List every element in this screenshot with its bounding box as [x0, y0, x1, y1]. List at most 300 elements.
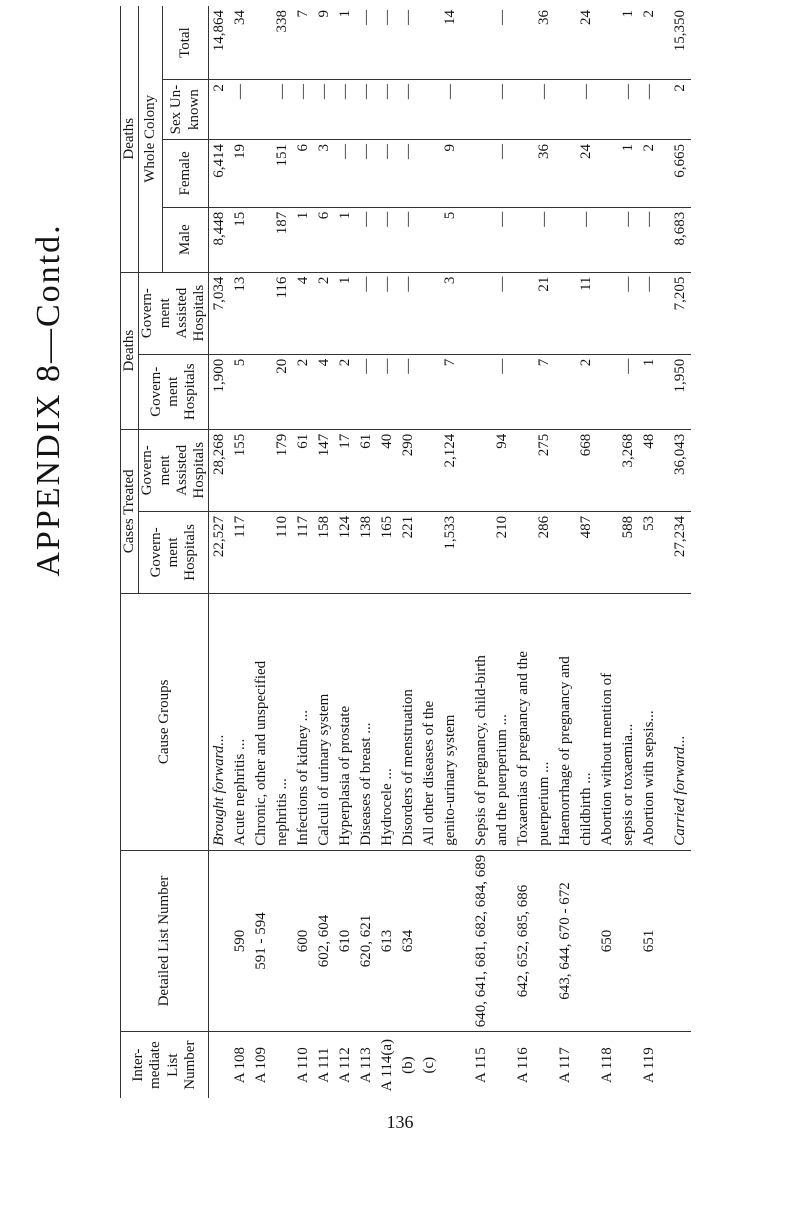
deaths-female: [471, 139, 492, 207]
table-row: [251, 6, 272, 1098]
deaths-male: 1: [335, 207, 356, 272]
intermediate-number: [209, 1032, 231, 1098]
table-row: [356, 6, 377, 1098]
table-row: [513, 6, 534, 1098]
deaths-male: 5: [440, 207, 461, 272]
deaths-gov: 1,900: [209, 354, 231, 429]
deaths-total: —: [492, 6, 513, 80]
cause-group: Hydrocele ...: [377, 593, 398, 850]
table-row: [230, 6, 251, 1098]
spacer-cell: [660, 80, 670, 140]
intermediate-number: A 109: [253, 1047, 270, 1084]
cases-assisted: 3,268: [618, 429, 639, 511]
deaths-female: 24: [576, 139, 597, 207]
deaths-male: 8,683: [670, 207, 691, 272]
deaths-female: 2: [639, 139, 660, 207]
cases-gov: 53: [639, 511, 660, 593]
cause-group: Chronic, other and unspecified: [251, 593, 272, 850]
deaths-female: 19: [230, 139, 251, 207]
cases-gov: 110: [272, 511, 293, 593]
deaths-gov: 1,950: [670, 354, 691, 429]
cases-assisted: 48: [639, 429, 660, 511]
table-row: [272, 6, 293, 1098]
deaths-total: 34: [230, 6, 251, 80]
deaths-unknown: [419, 80, 440, 140]
deaths-male: —: [356, 207, 377, 272]
intermediate-number: A 117: [557, 1047, 574, 1083]
intermediate-number: A 111: [316, 1047, 333, 1083]
deaths-assisted: [419, 272, 440, 354]
deaths-unknown: —: [398, 80, 419, 140]
deaths-unknown: 2: [209, 80, 231, 140]
deaths-male: —: [377, 207, 398, 272]
table-row: [492, 6, 513, 1098]
cause-group: sepsis or toxaemia...: [618, 593, 639, 850]
detailed-number: [576, 850, 597, 1032]
cases-assisted: [513, 429, 534, 511]
cases-assisted: 61: [356, 429, 377, 511]
header-deaths-colony: Deaths: [121, 6, 139, 272]
header-female: Female: [163, 139, 209, 207]
deaths-gov: 7: [534, 354, 555, 429]
deaths-total: 1: [335, 6, 356, 80]
deaths-assisted: 21: [534, 272, 555, 354]
deaths-female: —: [356, 139, 377, 207]
deaths-gov: 20: [272, 354, 293, 429]
cases-assisted: [251, 429, 272, 511]
detailed-number: [209, 850, 231, 1032]
cases-gov: 487: [576, 511, 597, 593]
deaths-assisted: —: [639, 272, 660, 354]
cases-assisted: [555, 429, 576, 511]
deaths-female: [513, 139, 534, 207]
rotated-table-container: [120, 6, 760, 1098]
intermediate-number: A 119: [641, 1047, 658, 1083]
deaths-unknown: 2: [670, 80, 691, 140]
table-row: [639, 6, 660, 1098]
deaths-unknown: —: [639, 80, 660, 140]
cases-gov: 210: [492, 511, 513, 593]
intermediate-number: (c): [421, 1056, 438, 1074]
cases-gov: 117: [293, 511, 314, 593]
spacer-cell: [461, 511, 471, 593]
deaths-unknown: —: [440, 80, 461, 140]
deaths-assisted: [471, 272, 492, 354]
deaths-male: 187: [272, 207, 293, 272]
deaths-unknown: —: [356, 80, 377, 140]
header-whole-colony: Whole Colony: [139, 6, 163, 272]
cases-assisted: [471, 429, 492, 511]
deaths-assisted: 7,205: [670, 272, 691, 354]
header-total: Total: [163, 6, 209, 80]
deaths-total: 2: [639, 6, 660, 80]
cause-group: nephritis ...: [272, 593, 293, 850]
deaths-unknown: —: [618, 80, 639, 140]
spacer-cell: [461, 354, 471, 429]
deaths-female: —: [335, 139, 356, 207]
cases-assisted: 2,124: [440, 429, 461, 511]
cases-assisted: 36,043: [670, 429, 691, 511]
table-row: [293, 6, 314, 1098]
deaths-female: [597, 139, 618, 207]
deaths-total: 9: [314, 6, 335, 80]
deaths-male: 8,448: [209, 207, 231, 272]
cases-assisted: [597, 429, 618, 511]
deaths-total: [555, 6, 576, 80]
deaths-male: 1: [293, 207, 314, 272]
cause-group: Toxaemias of pregnancy and the: [513, 593, 534, 850]
intermediate-number: A 110: [295, 1047, 312, 1083]
deaths-unknown: —: [492, 80, 513, 140]
spacer-cell: [461, 429, 471, 511]
deaths-unknown: —: [335, 80, 356, 140]
header-ct-gov: Govern-ment Hospitals: [139, 511, 209, 593]
header-d-assisted: Govern-ment Assisted Hospitals: [139, 272, 209, 354]
intermediate-number: A 108: [232, 1047, 249, 1084]
detailed-number: 590: [230, 850, 251, 1032]
spacer-cell: [660, 354, 670, 429]
deaths-assisted: —: [377, 272, 398, 354]
deaths-female: 3: [314, 139, 335, 207]
deaths-male: 6: [314, 207, 335, 272]
cases-gov: 221: [398, 511, 419, 593]
header-ct-assisted: Govern-ment Assisted Hospitals: [139, 429, 209, 511]
detailed-number: 610: [335, 850, 356, 1032]
deaths-female: 151: [272, 139, 293, 207]
deaths-assisted: 1: [335, 272, 356, 354]
spacer-cell: [461, 1032, 471, 1098]
cause-group: Carried forward...: [670, 593, 691, 850]
table-row: [618, 6, 639, 1098]
deaths-assisted: 2: [314, 272, 335, 354]
cause-group: Abortion without mention of: [597, 593, 618, 850]
deaths-female: 6,665: [670, 139, 691, 207]
deaths-total: [597, 6, 618, 80]
intermediate-number: A 113: [358, 1047, 375, 1083]
cases-gov: [555, 511, 576, 593]
cause-group: Acute nephritis ...: [230, 593, 251, 850]
cases-assisted: 61: [293, 429, 314, 511]
header-sex-unknown: Sex Un-known: [163, 80, 209, 140]
deaths-gov: 4: [314, 354, 335, 429]
deaths-gov: 7: [440, 354, 461, 429]
detailed-number: [670, 850, 691, 1032]
cases-assisted: 290: [398, 429, 419, 511]
deaths-male: —: [576, 207, 597, 272]
intermediate-number: [534, 1032, 555, 1098]
deaths-unknown: [513, 80, 534, 140]
deaths-gov: —: [398, 354, 419, 429]
deaths-unknown: [471, 80, 492, 140]
header-cause-groups: Cause Groups: [121, 593, 209, 850]
deaths-total: 1: [618, 6, 639, 80]
deaths-gov: [597, 354, 618, 429]
cases-assisted: 275: [534, 429, 555, 511]
spacer-cell: [461, 80, 471, 140]
deaths-total: 14,864: [209, 6, 231, 80]
deaths-female: —: [492, 139, 513, 207]
deaths-assisted: [597, 272, 618, 354]
deaths-total: [471, 6, 492, 80]
cases-assisted: 155: [230, 429, 251, 511]
intermediate-number: [440, 1032, 461, 1098]
deaths-assisted: 7,034: [209, 272, 231, 354]
deaths-male: [513, 207, 534, 272]
deaths-assisted: —: [618, 272, 639, 354]
spacer-cell: [660, 593, 670, 850]
table-row: [377, 6, 398, 1098]
cases-gov: 286: [534, 511, 555, 593]
spacer-cell: [660, 6, 670, 80]
deaths-total: 15,350: [670, 6, 691, 80]
deaths-total: —: [398, 6, 419, 80]
cause-group: childbirth ...: [576, 593, 597, 850]
deaths-assisted: —: [356, 272, 377, 354]
deaths-unknown: [555, 80, 576, 140]
deaths-assisted: 116: [272, 272, 293, 354]
cases-gov: [597, 511, 618, 593]
deaths-gov: [251, 354, 272, 429]
cases-assisted: 28,268: [209, 429, 231, 511]
spacer-row: [461, 6, 471, 1098]
cases-assisted: 40: [377, 429, 398, 511]
deaths-female: [251, 139, 272, 207]
header-detailed-list: Detailed List Number: [121, 850, 209, 1032]
header-d-gov: Govern-ment Hospitals: [139, 354, 209, 429]
deaths-total: 24: [576, 6, 597, 80]
cause-group: genito-urinary system: [440, 593, 461, 850]
cases-assisted: 17: [335, 429, 356, 511]
table-row: [419, 6, 440, 1098]
deaths-assisted: 3: [440, 272, 461, 354]
header-cases-treated: Cases Treated: [121, 429, 139, 593]
table-row: [597, 6, 618, 1098]
cases-gov: [471, 511, 492, 593]
deaths-female: 1: [618, 139, 639, 207]
cases-gov: 117: [230, 511, 251, 593]
intermediate-number: A 112: [337, 1047, 354, 1083]
deaths-gov: —: [377, 354, 398, 429]
deaths-assisted: 4: [293, 272, 314, 354]
cases-gov: 165: [377, 511, 398, 593]
spacer-cell: [660, 272, 670, 354]
spacer-cell: [461, 6, 471, 80]
spacer-cell: [461, 593, 471, 850]
table-row: [670, 6, 691, 1098]
deaths-unknown: —: [576, 80, 597, 140]
deaths-unknown: —: [314, 80, 335, 140]
spacer-cell: [660, 1032, 670, 1098]
deaths-assisted: 11: [576, 272, 597, 354]
spacer-cell: [660, 429, 670, 511]
deaths-assisted: [555, 272, 576, 354]
intermediate-number: A 118: [599, 1047, 616, 1083]
intermediate-number: A 115: [473, 1047, 490, 1083]
deaths-gov: 2: [293, 354, 314, 429]
cases-gov: [251, 511, 272, 593]
deaths-gov: —: [618, 354, 639, 429]
intermediate-number: [576, 1032, 597, 1098]
cases-gov: [419, 511, 440, 593]
detailed-number: 613: [377, 850, 398, 1032]
cases-assisted: 179: [272, 429, 293, 511]
deaths-gov: 5: [230, 354, 251, 429]
deaths-male: —: [534, 207, 555, 272]
deaths-total: —: [356, 6, 377, 80]
cases-gov: 27,234: [670, 511, 691, 593]
cause-group: Haemorrhage of pregnancy and: [555, 593, 576, 850]
deaths-total: 338: [272, 6, 293, 80]
deaths-gov: 2: [335, 354, 356, 429]
deaths-assisted: —: [398, 272, 419, 354]
deaths-male: —: [618, 207, 639, 272]
detailed-number: [272, 850, 293, 1032]
detailed-number: 591 - 594: [251, 850, 272, 1032]
detailed-number: [492, 850, 513, 1032]
cases-gov: [513, 511, 534, 593]
cases-gov: 22,527: [209, 511, 231, 593]
deaths-female: —: [398, 139, 419, 207]
deaths-unknown: —: [293, 80, 314, 140]
deaths-gov: —: [492, 354, 513, 429]
deaths-female: [555, 139, 576, 207]
deaths-gov: [471, 354, 492, 429]
deaths-assisted: 13: [230, 272, 251, 354]
table-row: [398, 6, 419, 1098]
page-number: 136: [386, 1112, 414, 1132]
deaths-gov: [419, 354, 440, 429]
intermediate-number: (b): [400, 1056, 417, 1074]
spacer-cell: [461, 139, 471, 207]
deaths-assisted: [251, 272, 272, 354]
detailed-number: 640, 641, 681, 682, 684, 689: [471, 850, 492, 1032]
table-row: [534, 6, 555, 1098]
table-row: [335, 6, 356, 1098]
deaths-female: —: [377, 139, 398, 207]
deaths-male: [471, 207, 492, 272]
cause-group: Sepsis of pregnancy, child-birth: [471, 593, 492, 850]
deaths-male: [251, 207, 272, 272]
cases-gov: 158: [314, 511, 335, 593]
deaths-total: 7: [293, 6, 314, 80]
deaths-unknown: —: [230, 80, 251, 140]
cases-gov: 138: [356, 511, 377, 593]
deaths-unknown: [597, 80, 618, 140]
deaths-male: —: [398, 207, 419, 272]
deaths-total: —: [377, 6, 398, 80]
detailed-number: 650: [597, 850, 618, 1032]
deaths-male: [597, 207, 618, 272]
deaths-male: [419, 207, 440, 272]
deaths-unknown: —: [272, 80, 293, 140]
detailed-number: [618, 850, 639, 1032]
spacer-cell: [660, 139, 670, 207]
detailed-number: 600: [293, 850, 314, 1032]
detailed-number: 642, 652, 685, 686: [513, 850, 534, 1032]
table-row: [440, 6, 461, 1098]
detailed-number: [534, 850, 555, 1032]
deaths-female: 9: [440, 139, 461, 207]
header-intermediate-list: Inter-mediate List Number: [121, 1032, 209, 1098]
cases-assisted: [419, 429, 440, 511]
cause-group: Diseases of breast ...: [356, 593, 377, 850]
deaths-unknown: —: [377, 80, 398, 140]
deaths-gov: [513, 354, 534, 429]
deaths-assisted: —: [492, 272, 513, 354]
deaths-female: 6,414: [209, 139, 231, 207]
cause-group: Abortion with sepsis...: [639, 593, 660, 850]
cases-assisted: 147: [314, 429, 335, 511]
mortality-table: [120, 6, 691, 1098]
header-deaths-hospitals: Deaths: [121, 272, 139, 429]
deaths-assisted: [513, 272, 534, 354]
deaths-gov: 2: [576, 354, 597, 429]
intermediate-number: A 114(a): [379, 1038, 396, 1092]
detailed-number: 634: [398, 850, 419, 1032]
deaths-male: —: [492, 207, 513, 272]
cases-assisted: 94: [492, 429, 513, 511]
deaths-male: 15: [230, 207, 251, 272]
table-row: [209, 6, 231, 1098]
spacer-cell: [461, 850, 471, 1032]
table-row: [576, 6, 597, 1098]
deaths-total: [251, 6, 272, 80]
spacer-cell: [660, 511, 670, 593]
intermediate-number: [272, 1032, 293, 1098]
deaths-female: 6: [293, 139, 314, 207]
cases-gov: 1,533: [440, 511, 461, 593]
intermediate-number: A 116: [515, 1047, 532, 1083]
deaths-total: 36: [534, 6, 555, 80]
table-row: [555, 6, 576, 1098]
deaths-female: [419, 139, 440, 207]
deaths-male: —: [639, 207, 660, 272]
detailed-number: 651: [639, 850, 660, 1032]
cases-gov: 124: [335, 511, 356, 593]
cause-group: All other diseases of the: [419, 593, 440, 850]
table-body: [209, 6, 692, 1098]
intermediate-number: [492, 1032, 513, 1098]
deaths-total: [513, 6, 534, 80]
deaths-female: 36: [534, 139, 555, 207]
spacer-cell: [461, 272, 471, 354]
cause-group: Brought forward...: [209, 593, 231, 850]
header-male: Male: [163, 207, 209, 272]
cause-group: Calculi of urinary system: [314, 593, 335, 850]
intermediate-number: [670, 1032, 691, 1098]
deaths-gov: —: [356, 354, 377, 429]
table-row: [314, 6, 335, 1098]
table-row: [471, 6, 492, 1098]
detailed-number: [440, 850, 461, 1032]
cause-group: Disorders of menstruation: [398, 593, 419, 850]
cause-group: puerperium ...: [534, 593, 555, 850]
cases-assisted: 668: [576, 429, 597, 511]
cause-group: Infections of kidney ...: [293, 593, 314, 850]
deaths-unknown: [251, 80, 272, 140]
deaths-total: 14: [440, 6, 461, 80]
detailed-number: 620, 621: [356, 850, 377, 1032]
cases-gov: 588: [618, 511, 639, 593]
deaths-male: [555, 207, 576, 272]
deaths-gov: 1: [639, 354, 660, 429]
detailed-number: [419, 850, 440, 1032]
detailed-number: 643, 644, 670 - 672: [555, 850, 576, 1032]
deaths-gov: [555, 354, 576, 429]
cause-group: and the puerperium ...: [492, 593, 513, 850]
detailed-number: 602, 604: [314, 850, 335, 1032]
spacer-row: [660, 6, 670, 1098]
